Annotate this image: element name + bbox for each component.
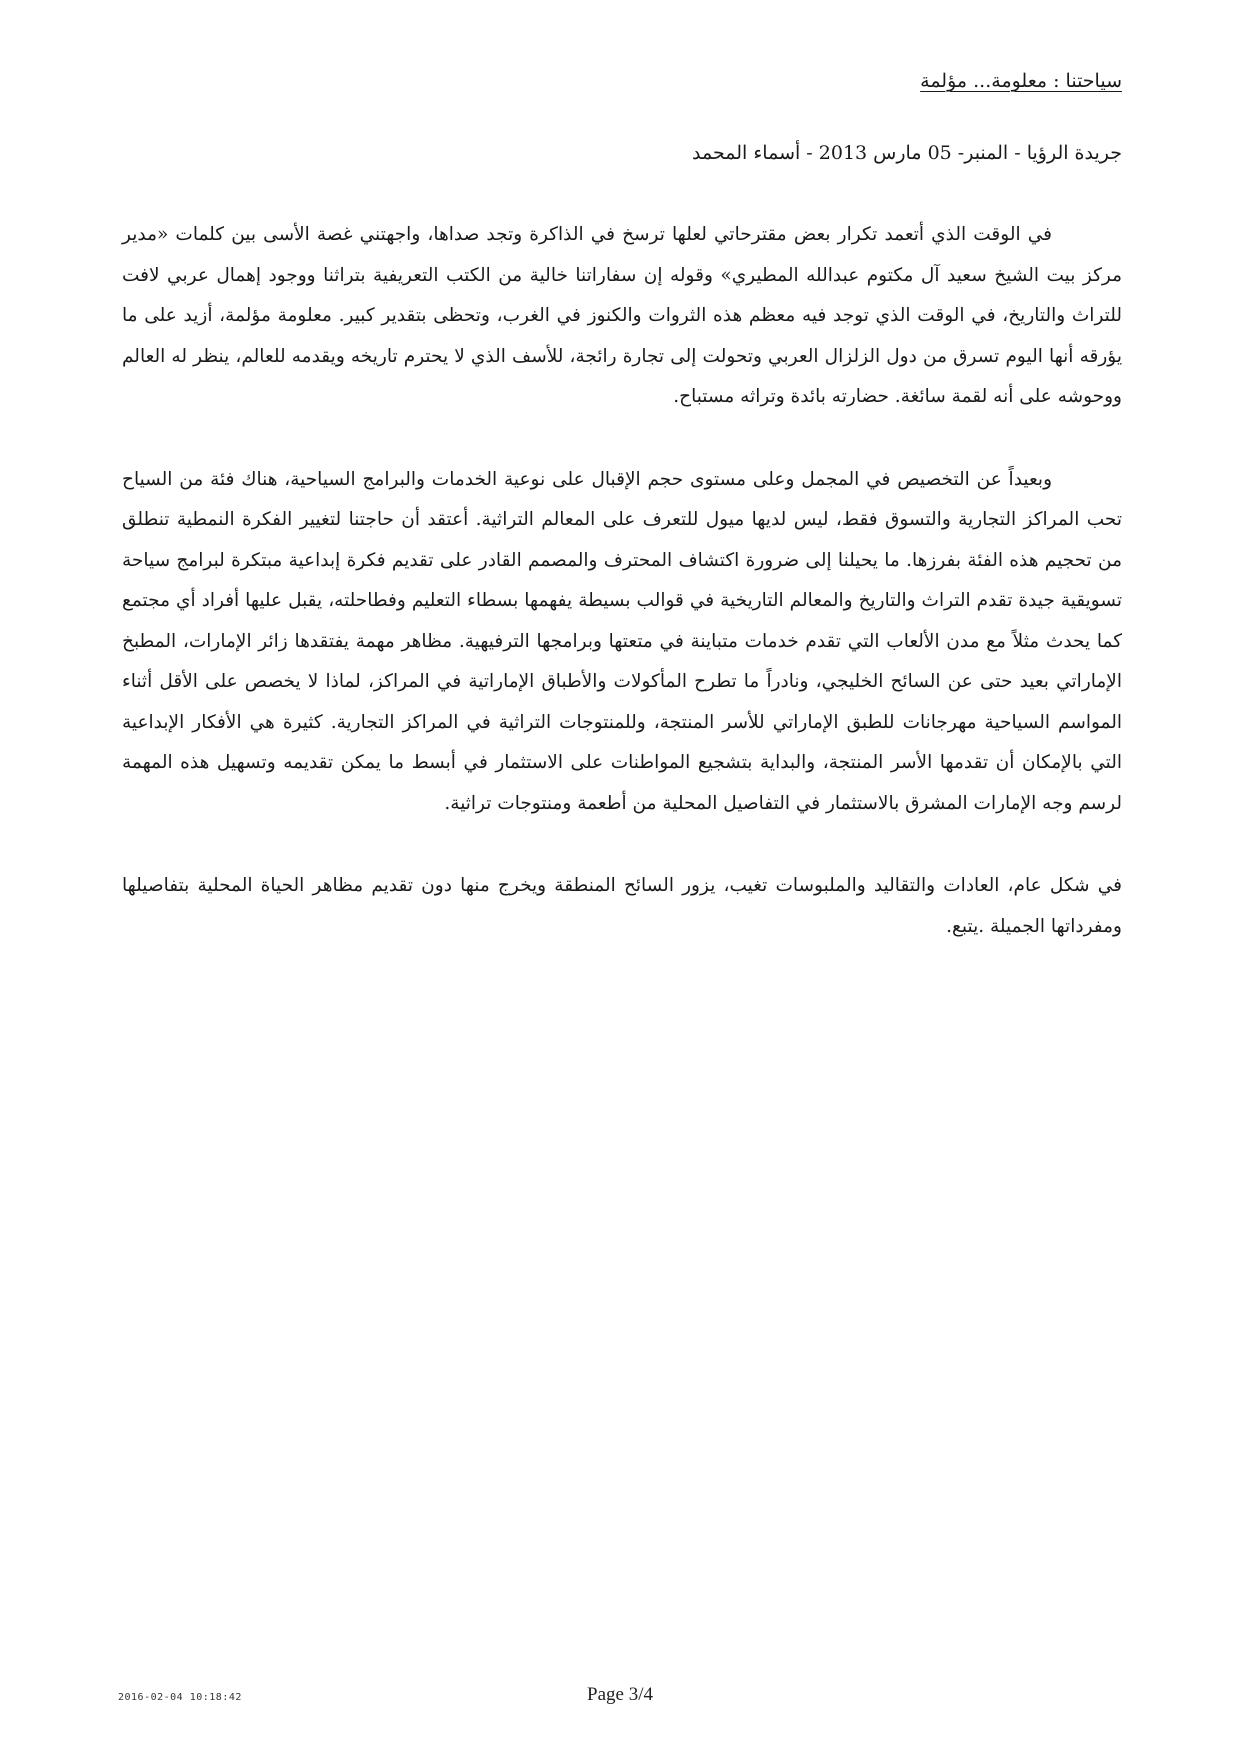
article-title-text: سياحتنا : معلومة... مؤلمة	[920, 70, 1122, 92]
footer-timestamp: 2016-02-04 10:18:42	[118, 1692, 242, 1703]
paragraph: وبعيداً عن التخصيص في المجمل وعلى مستوى حجم الإقبال على نوعية الخدمات والبرامج السياحية، هناك فئة من السياح تحب المراكز التجارية والتسوق فقط، ليس لديها ميول للتعرف على المعالم التراثية. أعتقد أن حاجتنا لتغيير الفكرة النمطية تنطلق من تحجيم هذه الفئة بفرزها. ما يحيلنا إلى ضرورة اكتشاف المحترف والمصمم القادر على تقديم فكرة إبداعية مبتكرة لبرامج سياحة تسويقية جيدة تقدم التراث والتاريخ والمعالم التاريخية في قوالب بسيطة يفهمها بسطاء التعليم وفطاحلته، يقبل عليها أفراد أي مجتمع كما يحدث مثلاً مع مدن الألعاب التي تقدم خدمات متباينة في متعتها وبرامجها الترفيهية. مظاهر مهمة يفتقدها زائر الإمارات، المطبخ الإماراتي بعيد حتى عن السائح الخليجي، ونادراً ما تطرح المأكولات والأطباق الإماراتية في المراكز، لماذا لا يخصص على الأقل أثناء المواسم السياحية مهرجانات للطبق الإماراتي للأسر المنتجة، وللمنتوجات التراثية في المراكز التجارية. كثيرة هي الأفكار الإبداعية التي بالإمكان أن تقدمها الأسر المنتجة، والبداية بتشجيع المواطنات على الاستثمار في أبسط ما يمكن تقديمه وتسهيل هذه المهمة لرسم وجه الإمارات المشرق بالاستثمار في التفاصيل المحلية من أطعمة ومنتوجات تراثية.	[122, 468, 1123, 814]
article-title	[422, 68, 1122, 94]
source-line: جريدة الرؤيا - المنبر- 05 مارس 2013 - أسماء المحمد	[692, 142, 1122, 164]
page-number: Page 3/4	[587, 1684, 653, 1705]
paragraph: في شكل عام، العادات والتقاليد والملبوسات تغيب، يزور السائح المنطقة ويخرج منها دون تقديم مظاهر الحياة المحلية بتفاصيلها ومفرداتها الجميلة .يتبع.	[122, 875, 1122, 937]
article-body	[122, 215, 1122, 989]
paragraph: في الوقت الذي أتعمد تكرار بعض مقترحاتي لعلها ترسخ في الذاكرة وتجد صداها، واجهتني غصة الأسى بين كلمات «مدير مركز بيت الشيخ سعيد آل مكتوم عبدالله المطيري» وقوله إن سفاراتنا خالية من الكتب التعريفية بتراثنا ووجود إهمال عربي لافت للتراث والتاريخ، في الوقت الذي توجد فيه معظم هذه الثروات والكنوز في الغرب، وتحظى بتقدير كبير. معلومة مؤلمة، أزيد على ما يؤرقه أنها اليوم تسرق من دول الزلزال العربي وتحولت إلى تجارة رائجة، للأسف الذي لا يحترم تاريخه ويقدمه للعالم، ينظر له العالم ووحوشه على أنه لقمة سائغة. حضارته بائدة وتراثه مستباح.	[122, 224, 1122, 407]
